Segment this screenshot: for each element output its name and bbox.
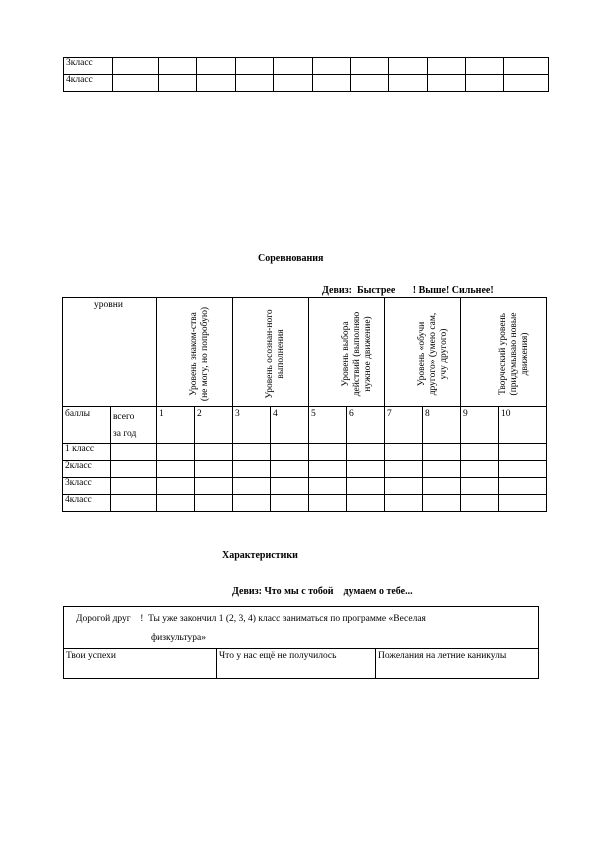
competition-title: Соревнования [258, 253, 324, 264]
points-label: баллы [63, 407, 111, 444]
table-row [64, 58, 549, 75]
row-label: 4класс [64, 75, 113, 92]
point-number: 9 [461, 407, 499, 444]
row-label: 1 класс [63, 444, 111, 461]
levels-header-row [63, 298, 547, 407]
row-label: 4класс [63, 495, 111, 512]
row-label: 2класс [63, 461, 111, 478]
characteristics-motto: Девиз: Что мы с тобой думаем о тебе... [232, 586, 413, 597]
level-header: Уровень знаком-ства (не могу, но попробую) [157, 298, 233, 407]
row-label: 3класс [64, 58, 113, 75]
competition-motto: Девиз: Быстрее ! Выше! Сильнее! [322, 285, 494, 296]
total-label: всего за год [111, 407, 157, 444]
level-header: Уровень «обучи другого» (умею сам, учу другого) [385, 298, 461, 407]
point-number: 8 [423, 407, 461, 444]
top-progress-table [63, 57, 549, 92]
characteristics-table [63, 606, 539, 679]
table-row [64, 75, 549, 92]
point-number: 1 [157, 407, 195, 444]
competition-table [62, 297, 547, 512]
col-failures: Что у нас ещё не получилось [217, 649, 376, 679]
level-header: Творческий уровень (придумываю новые движения) [461, 298, 547, 407]
point-number: 6 [347, 407, 385, 444]
point-number: 5 [309, 407, 347, 444]
characteristics-columns-row [64, 649, 539, 679]
col-wishes: Пожелания на летние каникулы [376, 649, 539, 679]
level-header: Уровень выбора действий (выполняю нужное движение) [309, 298, 385, 407]
characteristics-title: Характеристики [222, 550, 298, 561]
point-number: 4 [271, 407, 309, 444]
table-row [63, 495, 547, 512]
points-row [63, 407, 547, 444]
point-number: 10 [499, 407, 547, 444]
point-number: 3 [233, 407, 271, 444]
level-header: Уровень осознан-ного выполнения [233, 298, 309, 407]
greeting-text: Дорогой друг ! Ты уже закончил 1 (2, 3, 4) класс заниматься по программе «Веселая физкультура» [64, 607, 539, 649]
table-row [63, 478, 547, 495]
point-number: 7 [385, 407, 423, 444]
table-row [63, 461, 547, 478]
levels-label: уровни [63, 298, 157, 407]
point-number: 2 [195, 407, 233, 444]
row-label: 3класс [63, 478, 111, 495]
col-success: Твои успехи [64, 649, 217, 679]
greeting-row [64, 607, 539, 649]
table-row [63, 444, 547, 461]
